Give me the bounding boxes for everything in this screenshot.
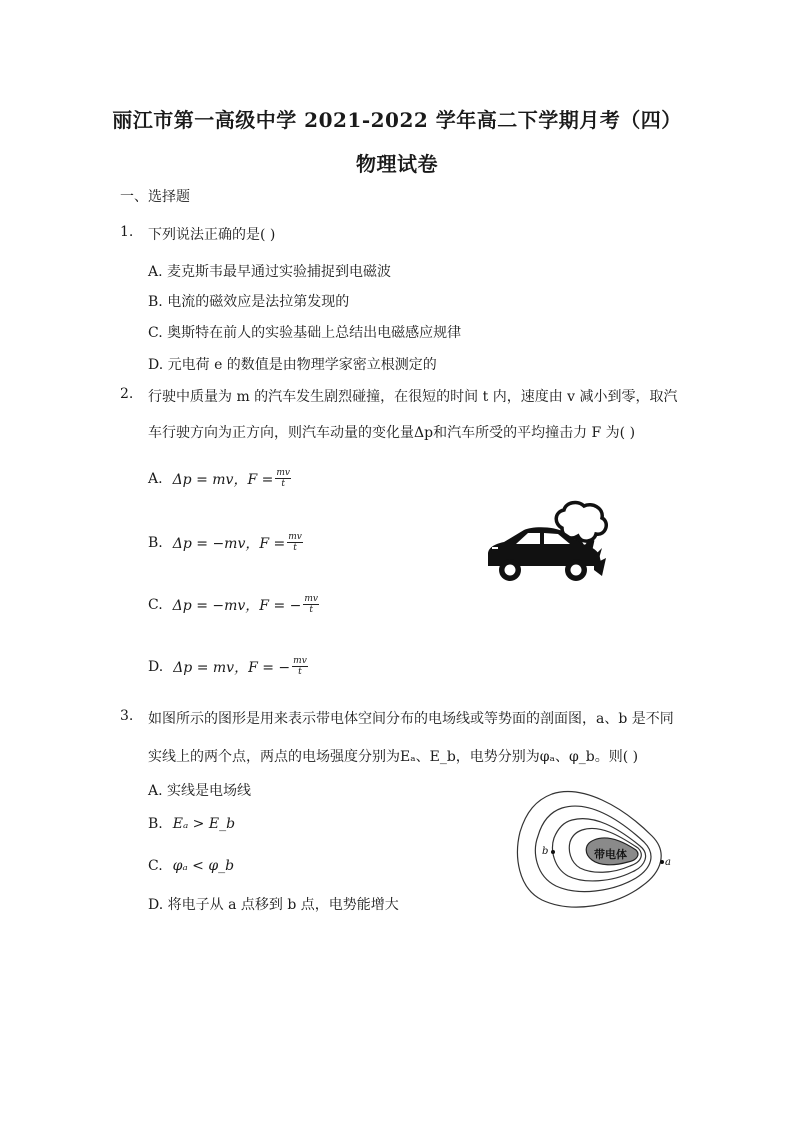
- fraction-denominator: t: [281, 479, 285, 489]
- q2-stem-line2: 车行驶方向为正方向，则汽车动量的变化量Δp和汽车所受的平均撞击力 F 为( ): [148, 425, 636, 441]
- fraction-numerator: mv: [304, 594, 318, 604]
- fraction-numerator: mv: [276, 468, 290, 478]
- q2-option-d-label: D.: [148, 658, 164, 675]
- q3-option-c: [148, 858, 234, 874]
- equipotential-figure: [512, 786, 672, 916]
- car-crash-icon: [484, 500, 614, 590]
- point-a-label: a: [665, 857, 671, 868]
- fraction-denominator: t: [298, 667, 302, 677]
- q3-option-d: D. 将电子从 a 点移到 b 点，电势能增大: [148, 897, 399, 913]
- q3-stem-line2: 实线上的两个点，两点的电场强度分别为Eₐ、E_b，电势分别为φₐ、φ_b。则( ): [148, 749, 639, 765]
- fraction-numerator: mv: [288, 532, 302, 542]
- q2-option-a-expr: Δp = mv，F =: [172, 471, 274, 488]
- q2-option-b-label: B.: [148, 534, 163, 551]
- point-a-marker: [660, 860, 664, 864]
- charged-body-label: 带电体: [594, 848, 627, 861]
- q3-stem-line1: 如图所示的图形是用来表示带电体空间分布的电场线或等势面的剖面图，a、b 是不同: [148, 711, 674, 727]
- q2-option-d: [148, 656, 308, 677]
- q2-option-a-label: A.: [148, 470, 163, 487]
- q3-option-b-expr: Eₐ > E_b: [172, 816, 236, 832]
- q1-stem: 下列说法正确的是( ): [148, 227, 276, 243]
- q2-option-c: [148, 594, 319, 615]
- q1-option-c: C. 奥斯特在前人的实验基础上总结出电磁感应规律: [148, 325, 462, 341]
- q3-option-c-expr: φₐ < φ_b: [172, 858, 235, 874]
- q3-number: 3.: [120, 708, 134, 724]
- q2-option-d-fraction: [292, 656, 308, 677]
- q2-option-b-expr: Δp = −mv，F =: [172, 535, 286, 552]
- q3-option-a: A. 实线是电场线: [148, 783, 252, 799]
- q1-option-b: B. 电流的磁效应是法拉第发现的: [148, 294, 350, 310]
- q2-option-a: [148, 468, 291, 489]
- q2-number: 2.: [120, 386, 134, 402]
- q2-option-b: [148, 532, 303, 553]
- fraction-denominator: t: [309, 605, 313, 615]
- q2-option-c-label: C.: [148, 596, 163, 613]
- q1-option-d: D. 元电荷 e 的数值是由物理学家密立根测定的: [148, 357, 437, 373]
- paper-subtitle: 物理试卷: [356, 152, 438, 176]
- point-b-label: b: [542, 846, 549, 857]
- q2-option-a-fraction: [275, 468, 291, 489]
- point-b-marker: [551, 850, 555, 854]
- q2-option-c-expr: Δp = −mv，F = −: [172, 597, 302, 614]
- q3-option-c-label: C.: [148, 858, 163, 874]
- fraction-numerator: mv: [293, 656, 307, 666]
- paper-title: 丽江市第一高级中学 2021-2022 学年高二下学期月考（四）: [112, 108, 682, 132]
- q1-number: 1.: [120, 224, 134, 240]
- q2-option-c-fraction: [303, 594, 319, 615]
- q1-option-a: A. 麦克斯韦最早通过实验捕捉到电磁波: [148, 264, 392, 280]
- q3-option-b: [148, 816, 235, 832]
- q2-option-d-expr: Δp = mv，F = −: [173, 659, 291, 676]
- section-heading: 一、选择题: [120, 189, 190, 205]
- q2-stem-line1: 行驶中质量为 m 的汽车发生剧烈碰撞，在很短的时间 t 内，速度由 v 减小到零，取汽: [148, 389, 678, 405]
- q3-option-b-label: B.: [148, 816, 163, 832]
- fraction-denominator: t: [293, 543, 297, 553]
- q2-option-b-fraction: [287, 532, 303, 553]
